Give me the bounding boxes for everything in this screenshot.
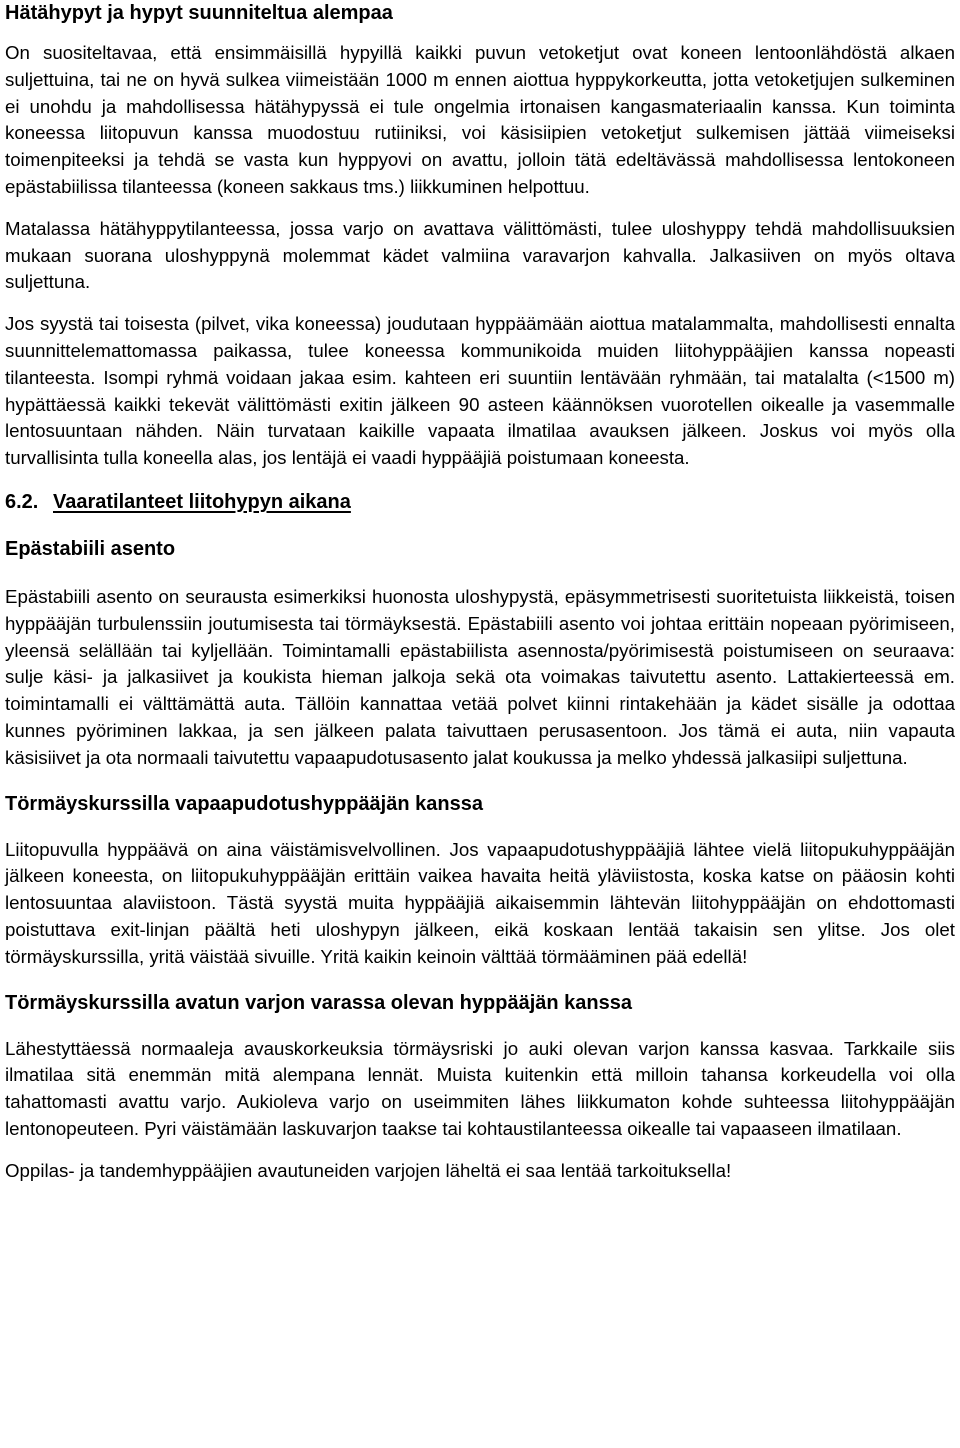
subheading-collision-canopy: Törmäyskurssilla avatun varjon varassa olevan hyppääjän kanssa <box>5 991 632 1014</box>
subheading-unstable-position: Epästabiili asento <box>5 537 176 560</box>
subheading-collision-freefall: Törmäyskurssilla vapaapudotushyppääjän kanssa <box>5 792 483 815</box>
section-title: Vaaratilanteet liitohypyn aikana <box>53 490 351 513</box>
paragraph-collision-freefall: Liitopuvulla hyppäävä on aina väistämisvelvollinen. Jos vapaapudotushyppääjiä lähtee vielä liitopukuhyppääjän jälkeen koneesta, on liitopukuhyppääjän erittäin vaikea havaita heitä yläviistosta, koska katse on pääosin kohti lentosuuntaa alaviistoon. Tästä syystä muita hyppääjiä aikaisemmin lähtevän liitohyppääjän on ehdottomasti poistuttava exit-linjan päältä heti uloshypyn jälkeen, eikä koskaan lentää takaisin sen ylitse. Jos olet törmäyskurssilla, yritä väistää sivuille. Yritä kaikin keinoin välttää törmääminen pää edellä! <box>5 838 955 967</box>
document-page <box>5 0 955 1185</box>
section-heading <box>5 489 955 515</box>
heading-emergency-jumps: Hätähypyt ja hypyt suunniteltua alempaa <box>5 2 393 24</box>
paragraph-low-emergency: Matalassa hätähyppytilanteessa, jossa varjo on avattava välittömästi, tulee uloshyppy tehdä mahdollisuuksien mukaan suorana uloshyppynä molemmat kädet valmiina varavarjon kahvalla. Jalkasiiven on myös oltava suljettuna. <box>5 217 955 293</box>
paragraph-collision-canopy: Lähestyttäessä normaaleja avauskorkeuksia törmäysriski jo auki olevan varjon kanssa kasvaa. Tarkkaile siis ilmatilaa sitä enemmän mitä alempana lennät. Muista kuitenkin että milloin tahansa korkeudella voi olla tahattomasti avattu varjo. Aukioleva varjo on useimmiten lähes liikkumaton kohde suhteessa liitohyppääjän lentonopeuteen. Pyri väistämään laskuvarjon taakse tai kohtaustilanteessa oikealle tai vapaaseen ilmatilaan. <box>5 1037 955 1139</box>
paragraph-unstable-position: Epästabiili asento on seurausta esimerkiksi huonosta uloshypystä, epäsymmetrisesti suoritetuista liikkeistä, toisen hyppääjän turbulenssiin joutumisesta tai törmäyksestä. Epästabiili asento voi johtaa erittäin nopeaan pyörimiseen, yleensä selällään tai kyljellään. Toimintamalli epästabiilista asennosta/pyörimisestä poistumiseen on seuraava: sulje käsi- ja jalkasiivet ja koukista hieman jalkoja sekä ota voimakas taivutettu asento. Lattakierteessä em. toimintamalli ei välttämättä auta. Tällöin kannattaa vetää polvet kiinni rintakehään ja kädet sisälle ja odottaa kunnes pyöriminen lakkaa, ja sen jälkeen palata taivuttaen perusasentoon. Jos tämä ei auta, niin vapauta käsisiivet ja ota normaali taivutettu vapaapudotusasento jalat koukussa ja melko yhdessä jalkasiipi suljettuna. <box>5 585 955 768</box>
paragraph-lower-altitude: Jos syystä tai toisesta (pilvet, vika koneessa) joudutaan hyppäämään aiottua matalammalta, mahdollisesti ennalta suunnittelemattomassa paikassa, tulee koneessa kommunikoida muiden liitohyppääjien kanssa nopeasti tilanteesta. Isompi ryhmä voidaan jakaa esim. kahteen eri suuntiin lentävään ryhmään, tai matalalta (<1500 m) hypättäessä kaikki tekevät välittömästi exitin jälkeen 90 asteen käännöksen vuorotellen oikealle ja vasemmalle lentosuuntaan nähden. Näin turvataan kaikille vapaata ilmatilaa avauksen jälkeen. Joskus voi myös olla turvallisinta tulla koneella alas, jos lentäjä ei vaadi hyppääjiä poistumaan koneesta. <box>5 313 955 469</box>
section-number: 6.2. <box>5 490 39 513</box>
paragraph-closing-warning: Oppilas- ja tandemhyppääjien avautuneiden varjojen läheltä ei saa lentää tarkoituksella! <box>5 1159 732 1181</box>
paragraph-zippers: On suositeltavaa, että ensimmäisillä hypyillä kaikki puvun vetoketjut ovat koneen lentoonlähdöstä alkaen suljettuina, tai ne on hyvä sulkea viimeistään 1000 m ennen aiottua hyppykorkeutta, jotta vetoketjujen sulkeminen ei unohdu ja mahdollisessa hätähypyssä ei tule ongelmia irtonaisen kangasmateriaalin kanssa. Kun toiminta koneessa liitopuvun kanssa muodostuu rutiiniksi, voi käsisiipien vetoketjut sulkemisen jättää viimeiseksi toimenpiteeksi ja tehdä se vasta kun hyppyovi on avattu, jolloin tätä edeltävässä mahdollisessa lentokoneen epästabiilissa tilanteessa (koneen sakkaus tms.) liikkuminen helpottuu. <box>5 42 955 197</box>
